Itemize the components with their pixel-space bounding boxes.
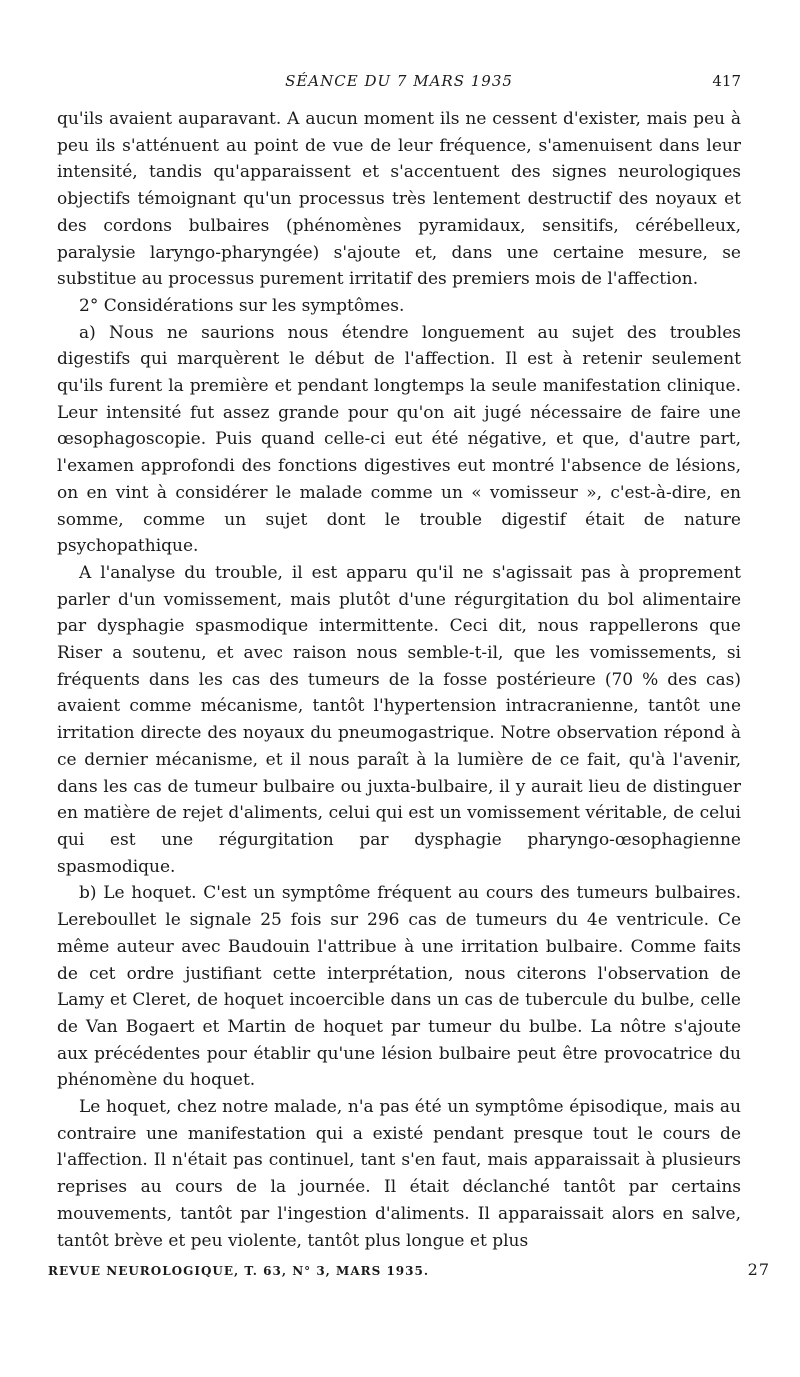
paragraph-digestive: a) Nous ne saurions nous étendre longuement au sujet des troubles digestifs qui marquèrent le début de l'affection. Il est à retenir seulement qu'ils furent la première et pendant longtemps la seule manifestation clinique. Leur intensité fut assez grande pour qu'on ait jugé nécessaire de faire une œsophagoscopie. Puis quand celle-ci eut été négative, et que, d'autre part, l'examen approfondi des fonctions digestives eut montré l'absence de lésions, on en vint à considérer le malade comme un « vomisseur », c'est-à-dire, en somme, comme un sujet dont le trouble digestif était de nature psychopathique. <box>57 322 741 557</box>
paragraph-hoquet-patient: Le hoquet, chez notre malade, n'a pas été un symptôme épisodique, mais au contraire une manifestation qui a existé pendant presque tout le cours de l'affection. Il n'était pas continuel, tant s'en faut, mais apparaissait à plusieurs reprises au cours de la journée. Il était déclanché tantôt par certains mouvements, tantôt par l'ingestion d'aliments. Il apparaissait alors en salve, tantôt brève et peu violente, tantôt plus longue et plus <box>57 1097 741 1251</box>
page-footer <box>0 1260 800 1284</box>
sheet-number: 27 <box>747 1260 770 1279</box>
body-text <box>57 106 741 1254</box>
paragraph-continuation: qu'ils avaient auparavant. A aucun moment ils ne cessent d'exister, mais peu à peu ils s'atténuent au point de vue de leur fréquence, s'amenuisent dans leur intensité, tandis qu'apparaissent et s'accentuent des signes neurologiques objectifs témoignant qu'un processus très lentement destructif des noyaux et des cordons bulbaires (phénomènes pyramidaux, sensitifs, cérébelleux, paralysie laryngo-pharyngée) s'ajoute et, dans une certaine mesure, se substitue au processus purement irritatif des premiers mois de l'affection. <box>57 109 741 290</box>
paragraph-hoquet: b) Le hoquet. C'est un symptôme fréquent au cours des tumeurs bulbaires. Lereboullet le signale 25 fois sur 296 cas de tumeurs du 4e ventricule. Ce même auteur avec Baudouin l'attribue à une irritation bulbaire. Comme faits de cet ordre justifiant cette interprétation, nous citerons l'observation de Lamy et Cleret, de hoquet incoercible dans un cas de tubercule du bulbe, celle de Van Bogaert et Martin de hoquet par tumeur du bulbe. La nôtre s'ajoute aux précédentes pour établir qu'une lésion bulbaire peut être provocatrice du phénomène du hoquet. <box>57 883 741 1091</box>
running-head <box>57 72 741 102</box>
page-number: 417 <box>712 72 741 90</box>
journal-citation: REVUE NEUROLOGIQUE, T. 63, N° 3, MARS 1935. <box>48 1264 430 1278</box>
page <box>57 72 741 1254</box>
paragraph-analysis: A l'analyse du trouble, il est apparu qu'il ne s'agissait pas à proprement parler d'un vomissement, mais plutôt d'une régurgitation du bol alimentaire par dysphagie spasmodique intermittente. Ceci dit, nous rappellerons que Riser a soutenu, et avec raison nous semble-t-il, que les vomissements, si fréquents dans les cas des tumeurs de la fosse postérieure (70 % des cas) avaient comme mécanisme, tantôt l'hypertension intracranienne, tantôt une irritation directe des noyaux du pneumogastrique. Notre observation répond à ce dernier mécanisme, et il nous paraît à la lumière de ce fait, qu'à l'avenir, dans les cas de tumeur bulbaire ou juxta-bulbaire, il y aurait lieu de distinguer en matière de rejet d'aliments, celui qui est un vomissement véritable, de celui qui est une régurgitation par dysphagie pharyngo-œsophagienne spasmodique. <box>57 562 741 877</box>
section-heading: 2° Considérations sur les symptômes. <box>79 295 405 316</box>
running-title: SÉANCE DU 7 MARS 1935 <box>285 72 513 90</box>
